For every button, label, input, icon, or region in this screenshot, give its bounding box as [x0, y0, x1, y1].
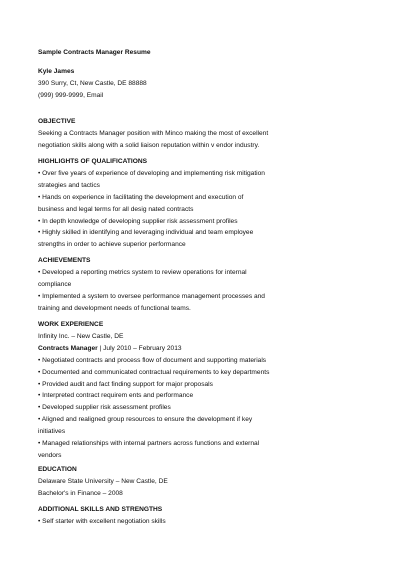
document-title: Sample Contracts Manager Resume — [38, 49, 151, 56]
work-line: vendors — [38, 451, 62, 459]
achievements-line: • Developed a reporting metrics system to review operations for internal — [38, 268, 247, 276]
highlights-line: business and legal terms for all desig nated contracts — [38, 205, 194, 213]
highlights-heading: HIGHLIGHTS OF QUALIFICATIONS — [38, 158, 148, 165]
education-section — [38, 464, 338, 500]
highlights-line: • In depth knowledge of developing supplier risk assessment profiles — [38, 217, 238, 225]
highlights-line: • Over five years of experience of developing and implementing risk mitigation — [38, 169, 265, 177]
education-heading: EDUCATION — [38, 466, 77, 473]
work-role-title: Contracts Manager — [38, 344, 98, 352]
achievements-heading: ACHIEVEMENTS — [38, 257, 91, 264]
objective-section — [38, 116, 338, 152]
achievements-line: • Implemented a system to oversee performance management processes and — [38, 292, 265, 300]
highlights-line: strategies and tactics — [38, 181, 100, 189]
highlights-line: • Highly skilled in identifying and leveraging individual and team employee — [38, 229, 254, 237]
education-line: Bachelor's in Finance – 2008 — [38, 489, 123, 497]
work-line: • Developed supplier risk assessment profiles — [38, 404, 171, 412]
skills-heading: ADDITIONAL SKILLS AND STRENGTHS — [38, 506, 163, 513]
work-line: • Documented and communicated contractual requirements to key departments — [38, 368, 270, 376]
objective-line: negotiation skills along with a solid liaison reputation within v endor industry. — [38, 141, 260, 149]
objective-line: Seeking a Contracts Manager position with Minco making the most of excellent — [38, 129, 269, 137]
achievements-line: compliance — [38, 280, 72, 288]
highlights-line: • Hands on experience in facilitating the development and execution of — [38, 193, 244, 201]
highlights-section — [38, 156, 338, 251]
work-line: • Aligned and realigned group resources to ensure the development if key — [38, 416, 253, 424]
work-company: Infinity Inc. – New Castle, DE — [38, 332, 124, 340]
contact-phone-email: (999) 999-9999, Email — [38, 91, 104, 99]
work-role-dates: | July 2010 – February 2013 — [97, 344, 182, 352]
highlights-line: strengths in order to achieve superior performance — [38, 241, 186, 249]
work-line: • Managed relationships with internal partners across functions and external — [38, 440, 260, 448]
achievements-line: training and development needs of functional teams. — [38, 304, 191, 312]
skills-section — [38, 504, 338, 528]
contact-name: Kyle James — [38, 68, 75, 75]
work-line: • Interpreted contract requirem ents and performance — [38, 392, 194, 400]
work-line: initiatives — [38, 428, 66, 436]
skills-line: • Self starter with excellent negotiation skills — [38, 517, 166, 525]
education-line: Delaware State University – New Castle, DE — [38, 477, 168, 485]
work-role — [38, 343, 338, 355]
objective-heading: OBJECTIVE — [38, 118, 76, 125]
work-line: • Provided audit and fact finding support for major proposals — [38, 380, 213, 388]
achievements-section — [38, 255, 338, 315]
work-line: • Negotiated contracts and process flow of document and supporting materials — [38, 356, 267, 364]
work-heading: WORK EXPERIENCE — [38, 321, 104, 328]
work-section — [38, 319, 338, 462]
contact-address: 390 Surry, Ct, New Castle, DE 88888 — [38, 79, 147, 87]
contact-block — [38, 66, 338, 102]
